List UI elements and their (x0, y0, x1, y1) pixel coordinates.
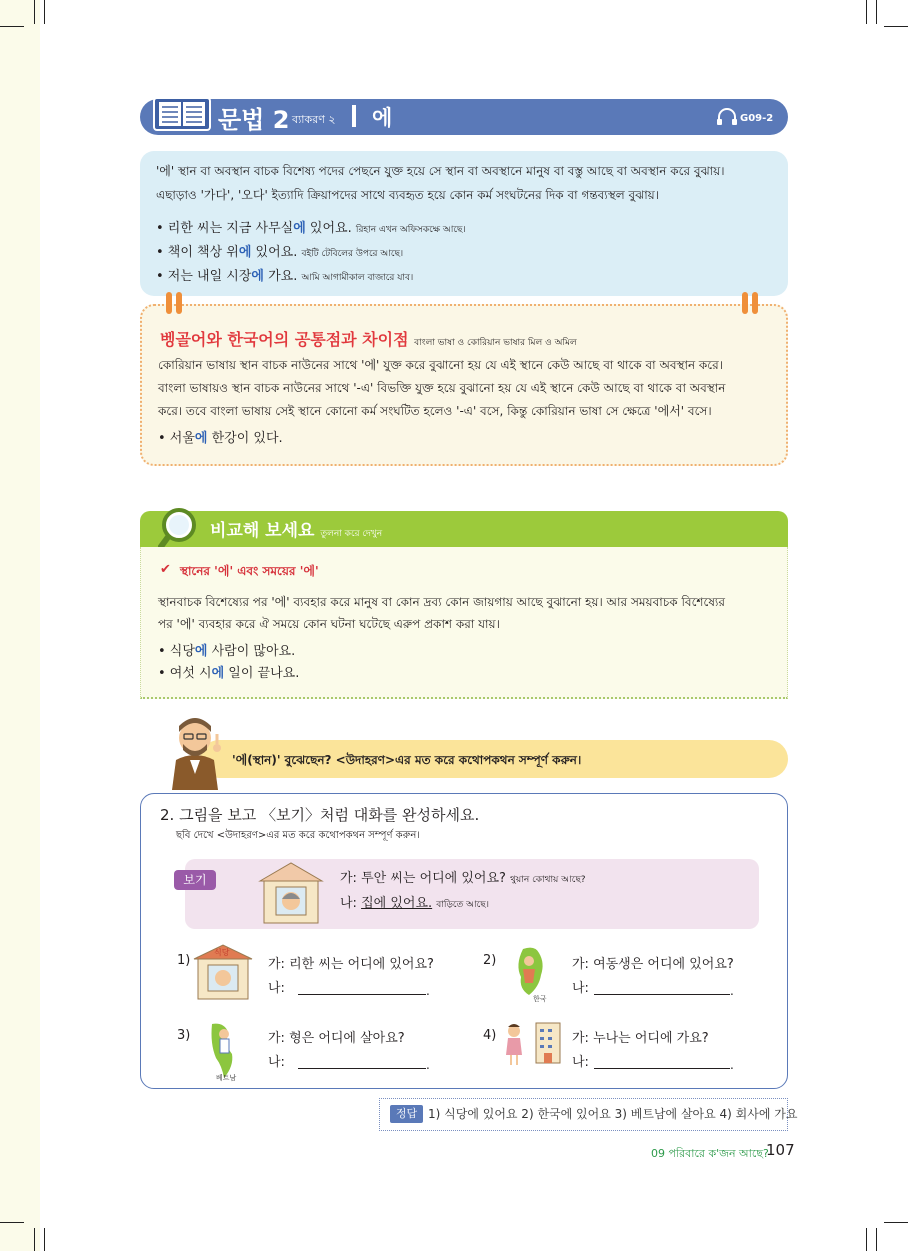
item-question: 가: 형은 어디에 살아요? (268, 1031, 405, 1046)
example-question: 가: 투안 씨는 어디에 있어요? থুয়ান কোথায় আছে? (340, 871, 586, 886)
item-question: 가: 누나는 어디에 가요? (572, 1031, 709, 1046)
binder-clip (752, 292, 758, 314)
answer-blank[interactable] (594, 1068, 730, 1069)
svg-text:베트남: 베트남 (216, 1074, 237, 1082)
exercise-heading-bn: ছবি দেখে <উদাহরণ>এর মত করে কথোপকথন সম্পূর্ণ করুন। (176, 830, 420, 841)
period: . (730, 1058, 734, 1072)
korea-map-illustration (505, 943, 557, 1003)
grammar-topic: 에 (372, 106, 393, 130)
crop-mark (876, 0, 877, 24)
period: . (730, 984, 734, 998)
answer-text: 1) 식당에 있어요 2) 한국에 있어요 3) 베트남에 살아요 4) 회사에 가요 (428, 1107, 798, 1121)
title-divider (352, 105, 356, 127)
house-illustration (258, 861, 324, 925)
binder-clip (176, 292, 182, 314)
crop-mark (866, 1228, 867, 1251)
item-answer-prefix: 나: (268, 981, 285, 996)
teacher-illustration (162, 710, 228, 790)
example-sentence: • 저는 내일 시장에 가요. আমি আগামীকাল বাজারে যাব। (156, 269, 414, 284)
compare-line-1: স্থানবাচক বিশেষ্যের পর '에' ব্যবহার করে মানুষ বা কোন দ্রব্য কোন জায়গায় আছে বুঝানো হয়। আর সময়বাচক বিশেষ্যের (158, 595, 726, 609)
comparison-line-1: কোরিয়ান ভাষায় স্থান বাচক নাউনের সাথে '에' যুক্ত করে বুঝানো হয় যে এই স্থানে কেউ আছে বা থাকে বা অবস্থান করে। (158, 358, 724, 372)
compare-title: 비교해 보세요 তুলনা করে দেখুন (210, 521, 383, 541)
exercise-heading: 2. 그림을 보고 〈보기〉처럼 대화를 완성하세요. (160, 806, 480, 824)
crop-mark (44, 1228, 45, 1251)
example-sentence: • 리한 씨는 지금 사무실에 있어요. রিহান এখন অফিসকক্ষে আছে। (156, 221, 466, 236)
crop-mark (0, 1222, 24, 1223)
comparison-line-2: বাংলা ভাষায়ও স্থান বাচক নাউনের সাথে '-এ' বিভক্তি যুক্ত হয়ে বুঝানো হয় যে এই স্থানে কেউ আছে বা থাকে বা অবস্থান (158, 381, 726, 395)
explanation-line-2: এছাড়াও '가다', '오다' ইত্যাদি ক্রিয়াপদের সাথে ব্যবহৃত হয়ে কোন কর্ম সংঘটনের দিক বা গন্তব্যস্থল বুঝায়। (156, 188, 660, 202)
office-illustration (500, 1019, 564, 1067)
compare-example: • 여섯 시에 일이 끝나요. (158, 666, 300, 681)
magnifier-icon (158, 506, 204, 552)
binder-clip (742, 292, 748, 314)
item-question: 가: 여동생은 어디에 있어요? (572, 957, 734, 972)
svg-text:한국: 한국 (533, 995, 547, 1003)
crop-mark (876, 1228, 877, 1251)
compare-example: • 식당에 사람이 많아요. (158, 644, 296, 659)
comparison-line-3: করে। তবে বাংলা ভাষায় সেই স্থানে কোনো কর্ম সংঘটিত হলেও '-এ' বসে, কিন্তু কোরিয়ান ভাষা সে ক্ষেত্রে '에서' বসে। (158, 404, 712, 418)
page-margin-band (0, 0, 40, 1251)
example-answer: 나: 집에 있어요. বাড়িতে আছে। (340, 896, 489, 911)
checkmark-icon: ✔ (160, 562, 171, 577)
crop-mark (866, 0, 867, 24)
compare-subheading: স্থানের '에' এবং সময়ের '에' (180, 564, 319, 578)
item-question: 가: 리한 씨는 어디에 있어요? (268, 957, 434, 972)
answer-label: 정답 (390, 1105, 423, 1123)
period: . (426, 1058, 430, 1072)
comparison-example: • 서울에 한강이 있다. (158, 431, 283, 446)
comparison-title: 벵골어와 한국어의 공통점과 차이점 বাংলা ভাষা ও কোরিয়ান ভাষার মিল ও অমিল (160, 330, 577, 349)
open-book-icon (152, 94, 212, 134)
audio-track-code: G09-2 (740, 113, 774, 124)
crop-mark (884, 26, 908, 27)
grammar-title: 문법 2 (218, 106, 290, 134)
grammar-subtitle: ব্যাকরণ ২ (292, 113, 336, 126)
prompt-text: '에(স্থান)' বুঝেছেন? <উদাহরণ>এর মত করে কথোপকথন সম্পূর্ণ করুন। (232, 753, 582, 767)
crop-mark (34, 0, 35, 24)
answer-blank[interactable] (298, 1068, 426, 1069)
crop-mark (884, 1222, 908, 1223)
example-sentence: • 책이 책상 위에 있어요. বইটি টেবিলের উপরে আছে। (156, 245, 404, 260)
item-answer-prefix: 나: (572, 1055, 589, 1070)
page-number: 107 (766, 1141, 795, 1159)
answer-blank[interactable] (594, 994, 730, 995)
item-number: 2) (483, 953, 497, 968)
restaurant-illustration (192, 941, 256, 1001)
item-number: 3) (177, 1028, 191, 1043)
answer-blank[interactable] (298, 994, 426, 995)
vietnam-map-illustration (202, 1020, 246, 1082)
item-answer-prefix: 나: (572, 981, 589, 996)
item-number: 1) (177, 953, 191, 968)
chapter-footer: 09 পরিবারে ক'জন আছে? (651, 1147, 769, 1160)
item-answer-prefix: 나: (268, 1055, 285, 1070)
compare-line-2: পর '에' ব্যবহার করে ঐ সময়ে কোন ঘটনা ঘটেছে এরুপ প্রকাশ করা যায়। (158, 617, 500, 631)
explanation-line-1: '에' স্থান বা অবস্থান বাচক বিশেষ্য পদের পেছনে যুক্ত হয়ে সে স্থান বা অবস্থানে মানুষ বা বস্তু আছে বা অবস্থান করে বুঝায়। (156, 164, 725, 178)
crop-mark (44, 0, 45, 24)
binder-clip (166, 292, 172, 314)
headphones-icon[interactable] (716, 108, 738, 126)
example-label: 보기 (174, 870, 216, 890)
item-number: 4) (483, 1028, 497, 1043)
crop-mark (0, 26, 24, 27)
svg-text:식당: 식당 (214, 948, 230, 957)
period: . (426, 984, 430, 998)
crop-mark (34, 1228, 35, 1251)
